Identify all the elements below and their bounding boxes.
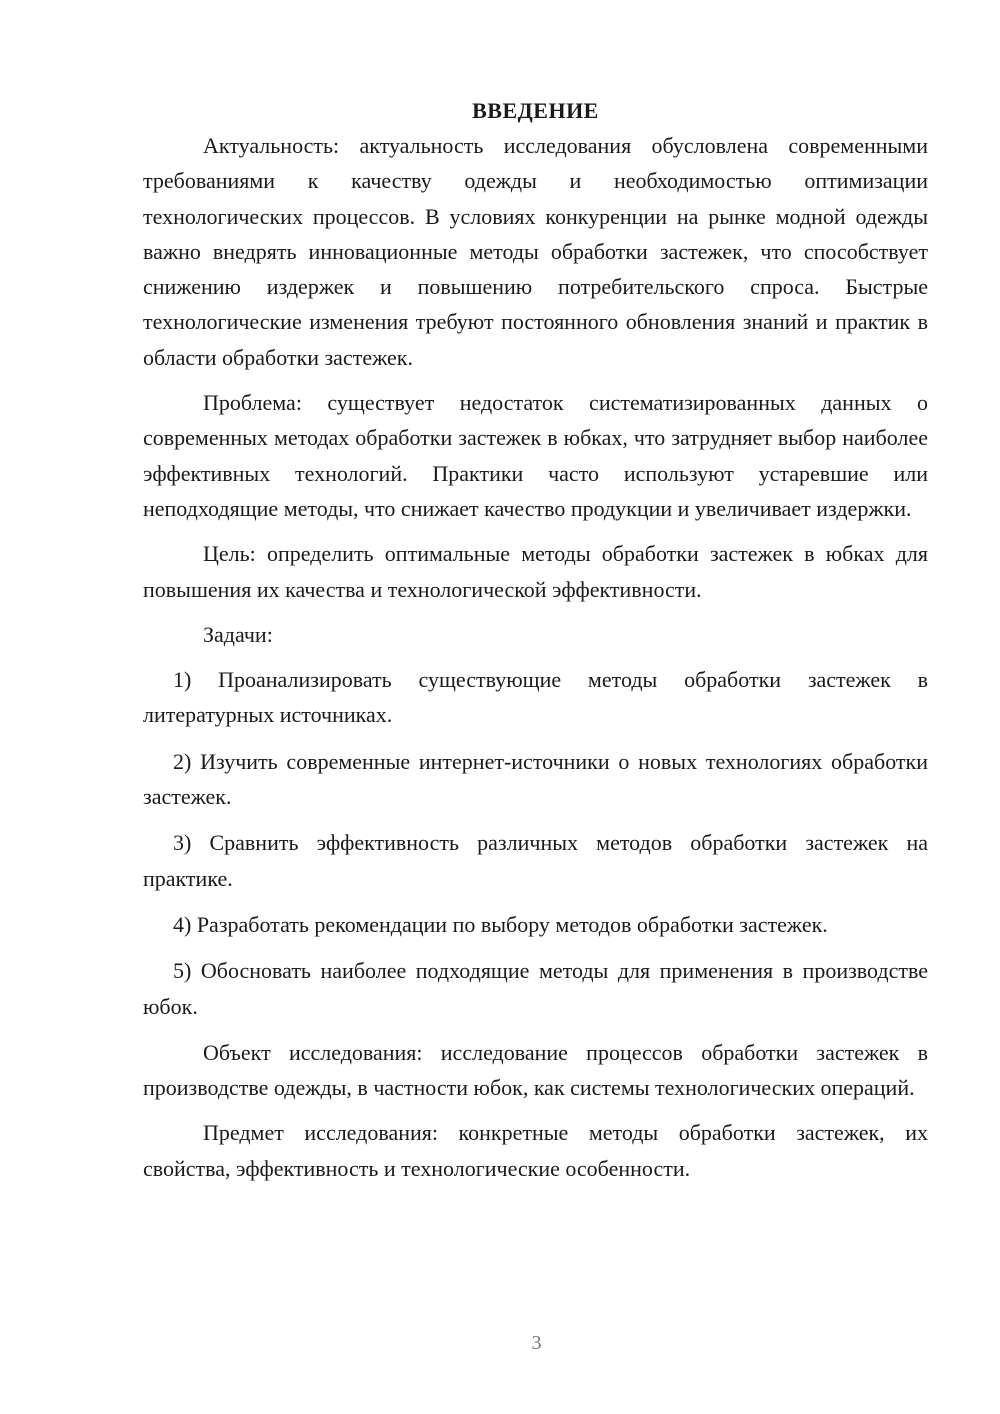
- page-content: [143, 93, 928, 1196]
- task-item-3: 3) Сравнить эффективность различных методов обработки застежек на практике.: [143, 830, 928, 891]
- paragraph-subject: Предмет исследования: конкретные методы обработки застежек, их свойства, эффективность и технологические особенности.: [143, 1120, 928, 1181]
- page-title: ВВЕДЕНИЕ: [472, 98, 599, 123]
- task-item-5: 5) Обосновать наиболее подходящие методы для применения в производстве юбок.: [143, 958, 928, 1019]
- paragraph-object: Объект исследования: исследование процессов обработки застежек в производстве одежды, в частности юбок, как системы технологических операций.: [143, 1039, 928, 1101]
- paragraph-goal: Цель: определить оптимальные методы обработки застежек в юбках для повышения их качества и технологической эффективности.: [143, 541, 928, 602]
- tasks-heading: Задачи:: [203, 621, 273, 647]
- tasks-list: [143, 662, 928, 1024]
- page-number: 3: [531, 1332, 542, 1354]
- task-item-1: 1) Проанализировать существующие методы обработки застежек в литературных источниках.: [143, 667, 928, 728]
- paragraph-relevance: Актуальность: актуальность исследования обусловлена современными требованиями к качеству одежды и необходимостью оптимизации технологических процессов. В условиях конкуренции на рынке модной одежды важно внедрять инновационные методы обработки застежек, что способствует снижению издержек и повышению потребительского спроса. Быстрые технологические изменения требуют постоянного обновления знаний и практик в области обработки застежек.: [143, 133, 928, 370]
- task-item-2: 2) Изучить современные интернет-источники о новых технологиях обработки застежек.: [143, 748, 928, 810]
- paragraph-problem: Проблема: существует недостаток систематизированных данных о современных методах обработки застежек в юбках, что затрудняет выбор наиболее эффективных технологий. Практики часто используют устаревшие или неподходящие методы, что снижает качество продукции и увеличивает издержки.: [143, 390, 928, 521]
- task-item-4: 4) Разработать рекомендации по выбору методов обработки застежек.: [173, 911, 828, 937]
